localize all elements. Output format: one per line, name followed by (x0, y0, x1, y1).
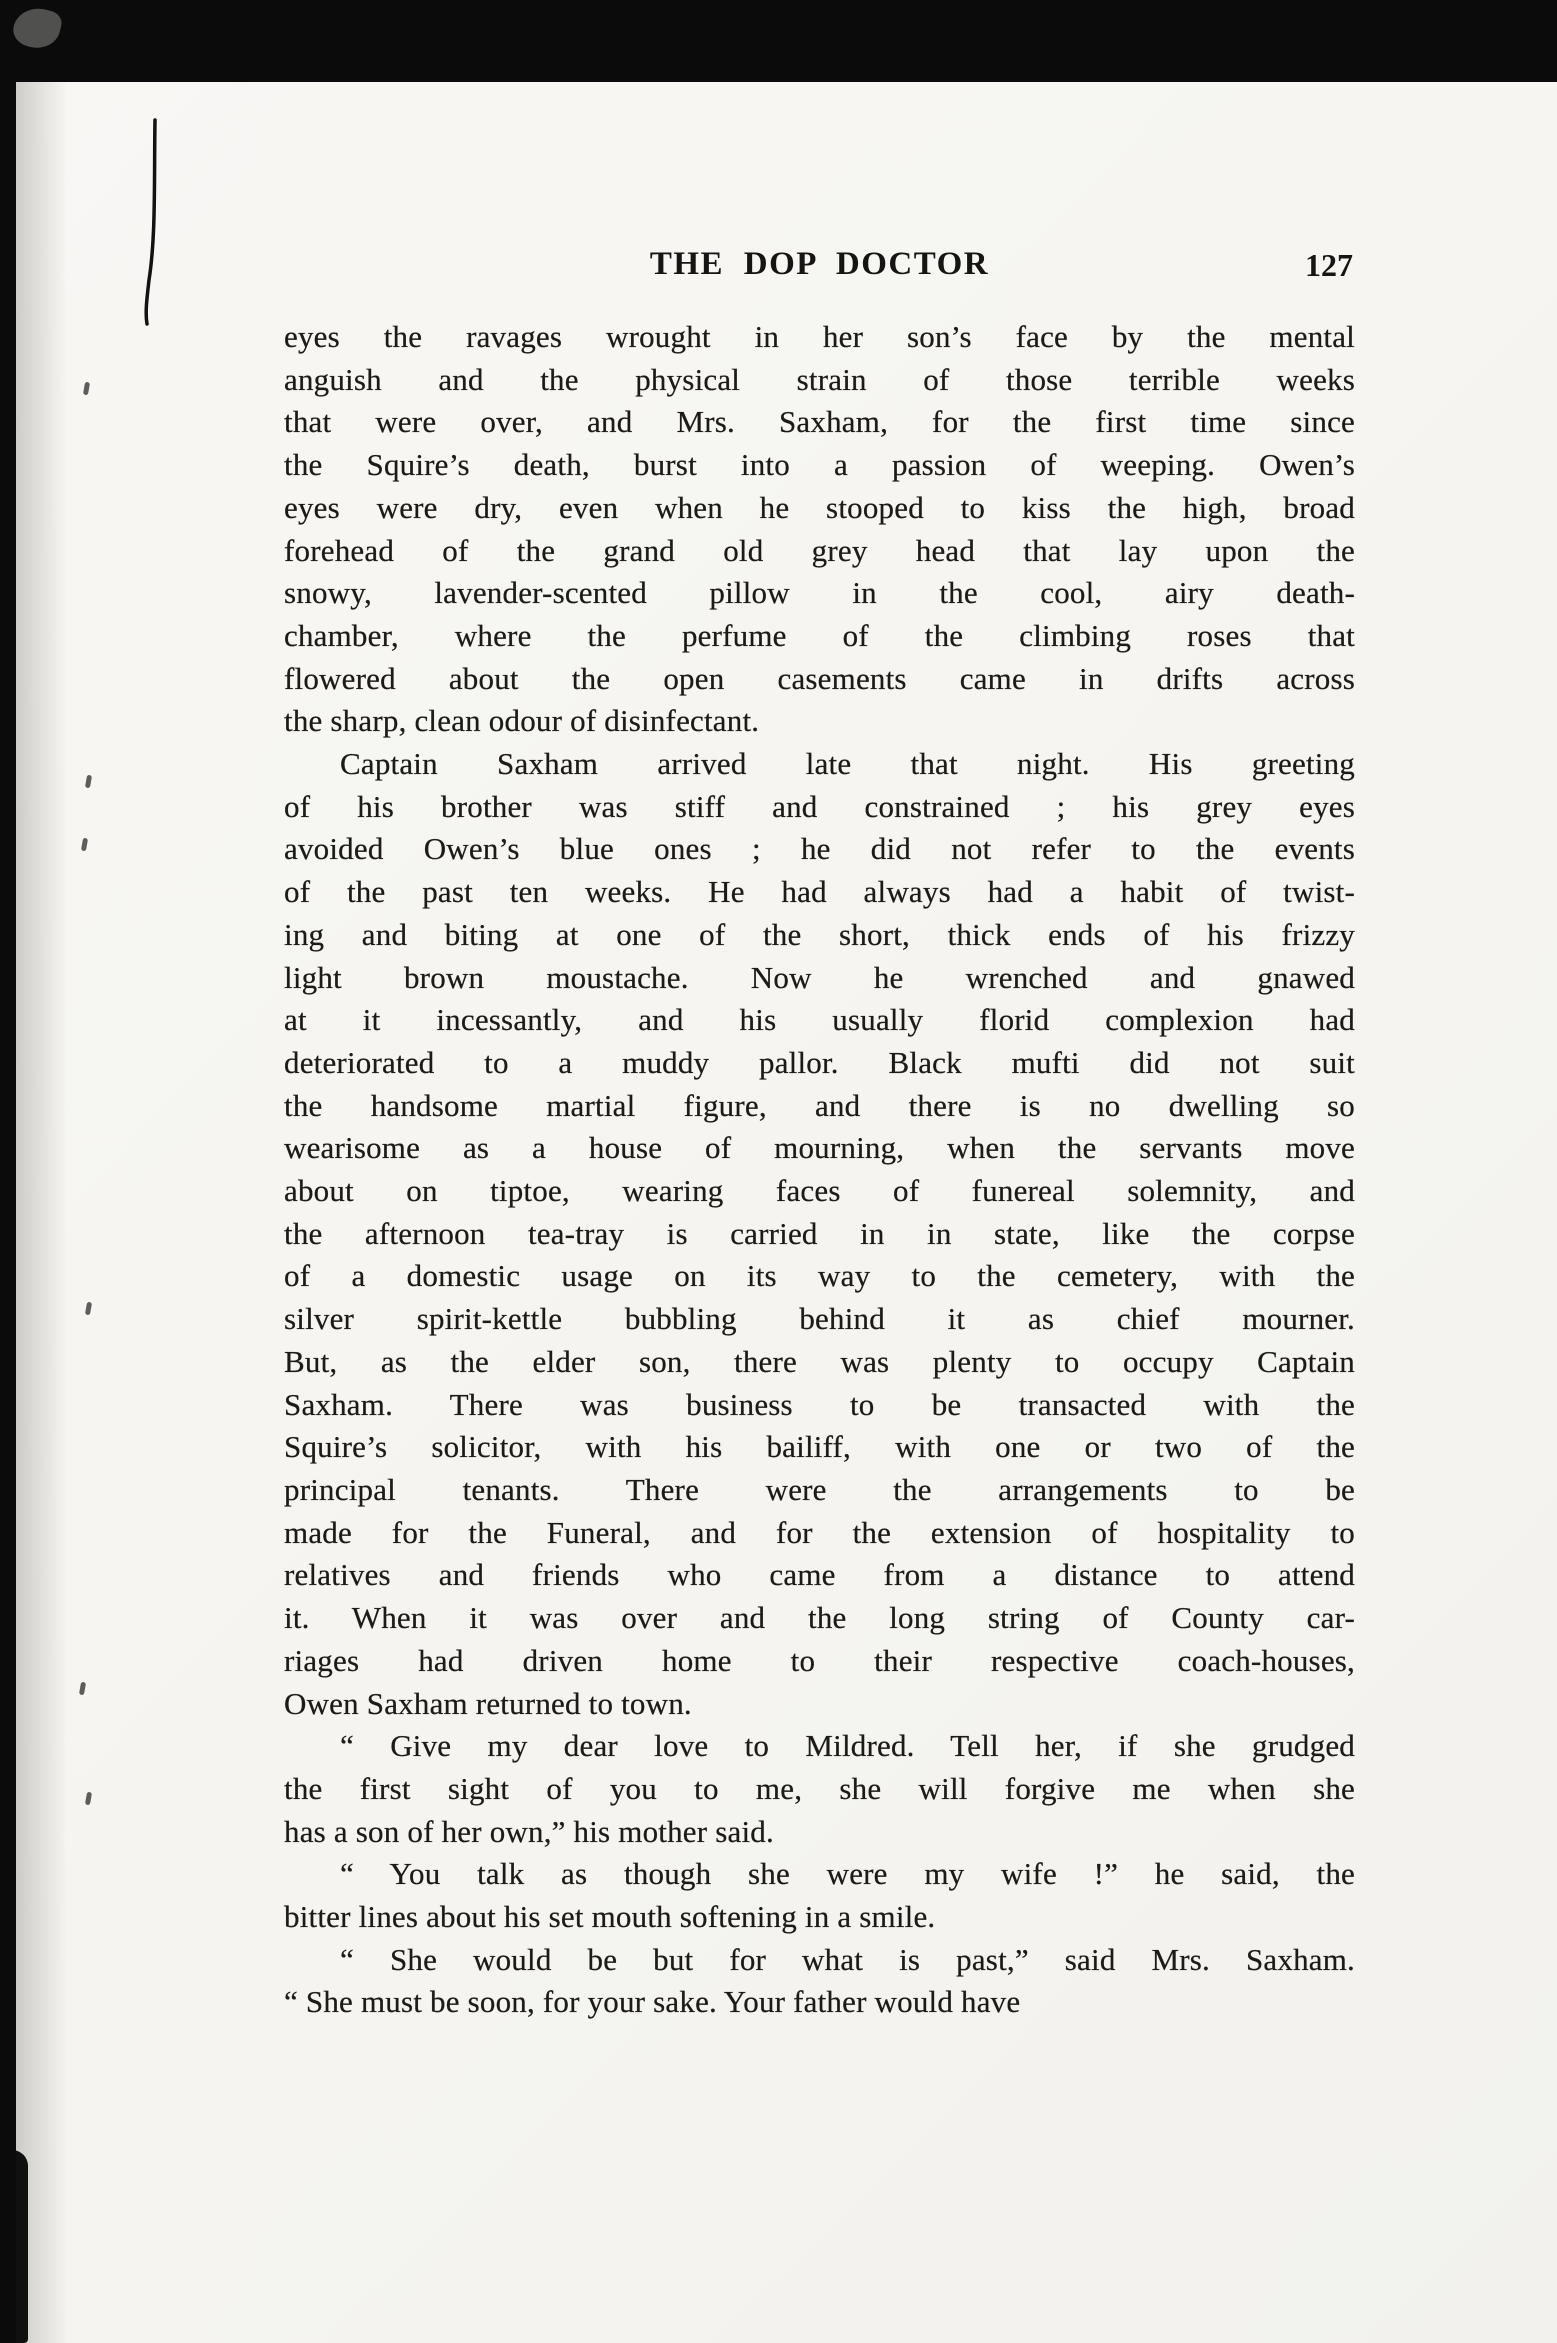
scan-speck (85, 775, 92, 789)
text-line: the handsome martial figure, and there is no dwelling so (284, 1087, 1355, 1123)
text-line: at it incessantly, and his usually florid complexion had (284, 1002, 1355, 1038)
text-line: eyes were dry, even when he stooped to kiss the high, broad (284, 489, 1355, 525)
text-line: eyes the ravages wrought in her son’s face by the mental (284, 319, 1355, 354)
paragraph (284, 316, 1355, 743)
text-line: Squire’s solicitor, with his bailiff, with one or two of the (284, 1429, 1355, 1465)
text-line: snowy, lavender-scented pillow in the cool, airy death- (284, 575, 1355, 611)
text-line: of his brother was stiff and constrained ; his grey eyes (284, 788, 1355, 824)
scan-line-artifact (140, 118, 166, 328)
text-line: “ She would be but for what is past,” said Mrs. Saxham. (340, 1941, 1355, 1977)
text-line: the afternoon tea-tray is carried in in state, like the corpse (284, 1215, 1355, 1251)
text-line: about on tiptoe, wearing faces of funereal solemnity, and (284, 1173, 1355, 1209)
text-line: the sharp, clean odour of disinfectant. (284, 703, 760, 739)
scan-speck (85, 1302, 92, 1316)
scan-speck (83, 382, 90, 396)
text-line: But, as the elder son, there was plenty to occupy Captain (284, 1343, 1355, 1379)
text-line: the first sight of you to me, she will forgive me when she (284, 1770, 1355, 1806)
text-line: the Squire’s death, burst into a passion of weeping. Owen’s (284, 447, 1355, 483)
paragraph (284, 1939, 1355, 2024)
text-line: has a son of her own,” his mother said. (284, 1813, 774, 1849)
scan-speck (81, 838, 88, 852)
text-line: avoided Owen’s blue ones ; he did not refer to the events (284, 831, 1355, 867)
paragraph (284, 743, 1355, 1725)
text-line: wearisome as a house of mourning, when the servants move (284, 1130, 1355, 1166)
text-line: anguish and the physical strain of those terrible weeks (284, 361, 1355, 397)
text-line: that were over, and Mrs. Saxham, for the first time since (284, 404, 1355, 440)
body-text (284, 316, 1355, 2024)
text-line: Saxham. There was business to be transacted with the (284, 1386, 1355, 1422)
scan-black-band-left (0, 60, 16, 2343)
text-line: Captain Saxham arrived late that night. His greeting (340, 746, 1355, 782)
text-line: relatives and friends who came from a distance to attend (284, 1557, 1355, 1593)
text-line: “ She must be soon, for your sake. Your father would have (284, 1984, 1021, 2020)
paragraph (284, 1853, 1355, 1938)
text-line: ing and biting at one of the short, thick ends of his frizzy (284, 916, 1355, 952)
text-line: silver spirit-kettle bubbling behind it as chief mourner. (284, 1301, 1355, 1337)
text-line: forehead of the grand old grey head that lay upon the (284, 532, 1355, 568)
page-number: 127 (1305, 247, 1353, 283)
text-line: riages had driven home to their respective coach-houses, (284, 1642, 1355, 1678)
text-line: light brown moustache. Now he wrenched and gnawed (284, 959, 1355, 995)
text-line: it. When it was over and the long string of County car- (284, 1600, 1355, 1636)
scan-scratch (10, 3, 64, 53)
text-line: of the past ten weeks. He had always had a habit of twist- (284, 874, 1355, 910)
text-line: chamber, where the perfume of the climbing roses that (284, 617, 1355, 653)
text-line: bitter lines about his set mouth softening in a smile. (284, 1899, 936, 1935)
scan-black-band-top (0, 0, 1557, 82)
scan-gutter-shadow (16, 82, 68, 2343)
text-line: made for the Funeral, and for the extension of hospitality to (284, 1514, 1355, 1550)
text-line: “ Give my dear love to Mildred. Tell her, if she grudged (340, 1728, 1355, 1764)
paragraph (284, 1725, 1355, 1853)
text-line: deteriorated to a muddy pallor. Black mufti did not suit (284, 1044, 1355, 1080)
text-line: “ You talk as though she were my wife !” he said, the (340, 1856, 1355, 1892)
text-line: of a domestic usage on its way to the cemetery, with the (284, 1258, 1355, 1294)
text-line: Owen Saxham returned to town. (284, 1685, 692, 1721)
page-header (284, 246, 1355, 292)
scan-speck (79, 1682, 86, 1696)
text-line: principal tenants. There were the arrangements to be (284, 1471, 1355, 1507)
scan-speck (85, 1792, 92, 1806)
running-title: THE DOP DOCTOR (649, 246, 990, 282)
text-line: flowered about the open casements came in drifts across (284, 660, 1355, 696)
